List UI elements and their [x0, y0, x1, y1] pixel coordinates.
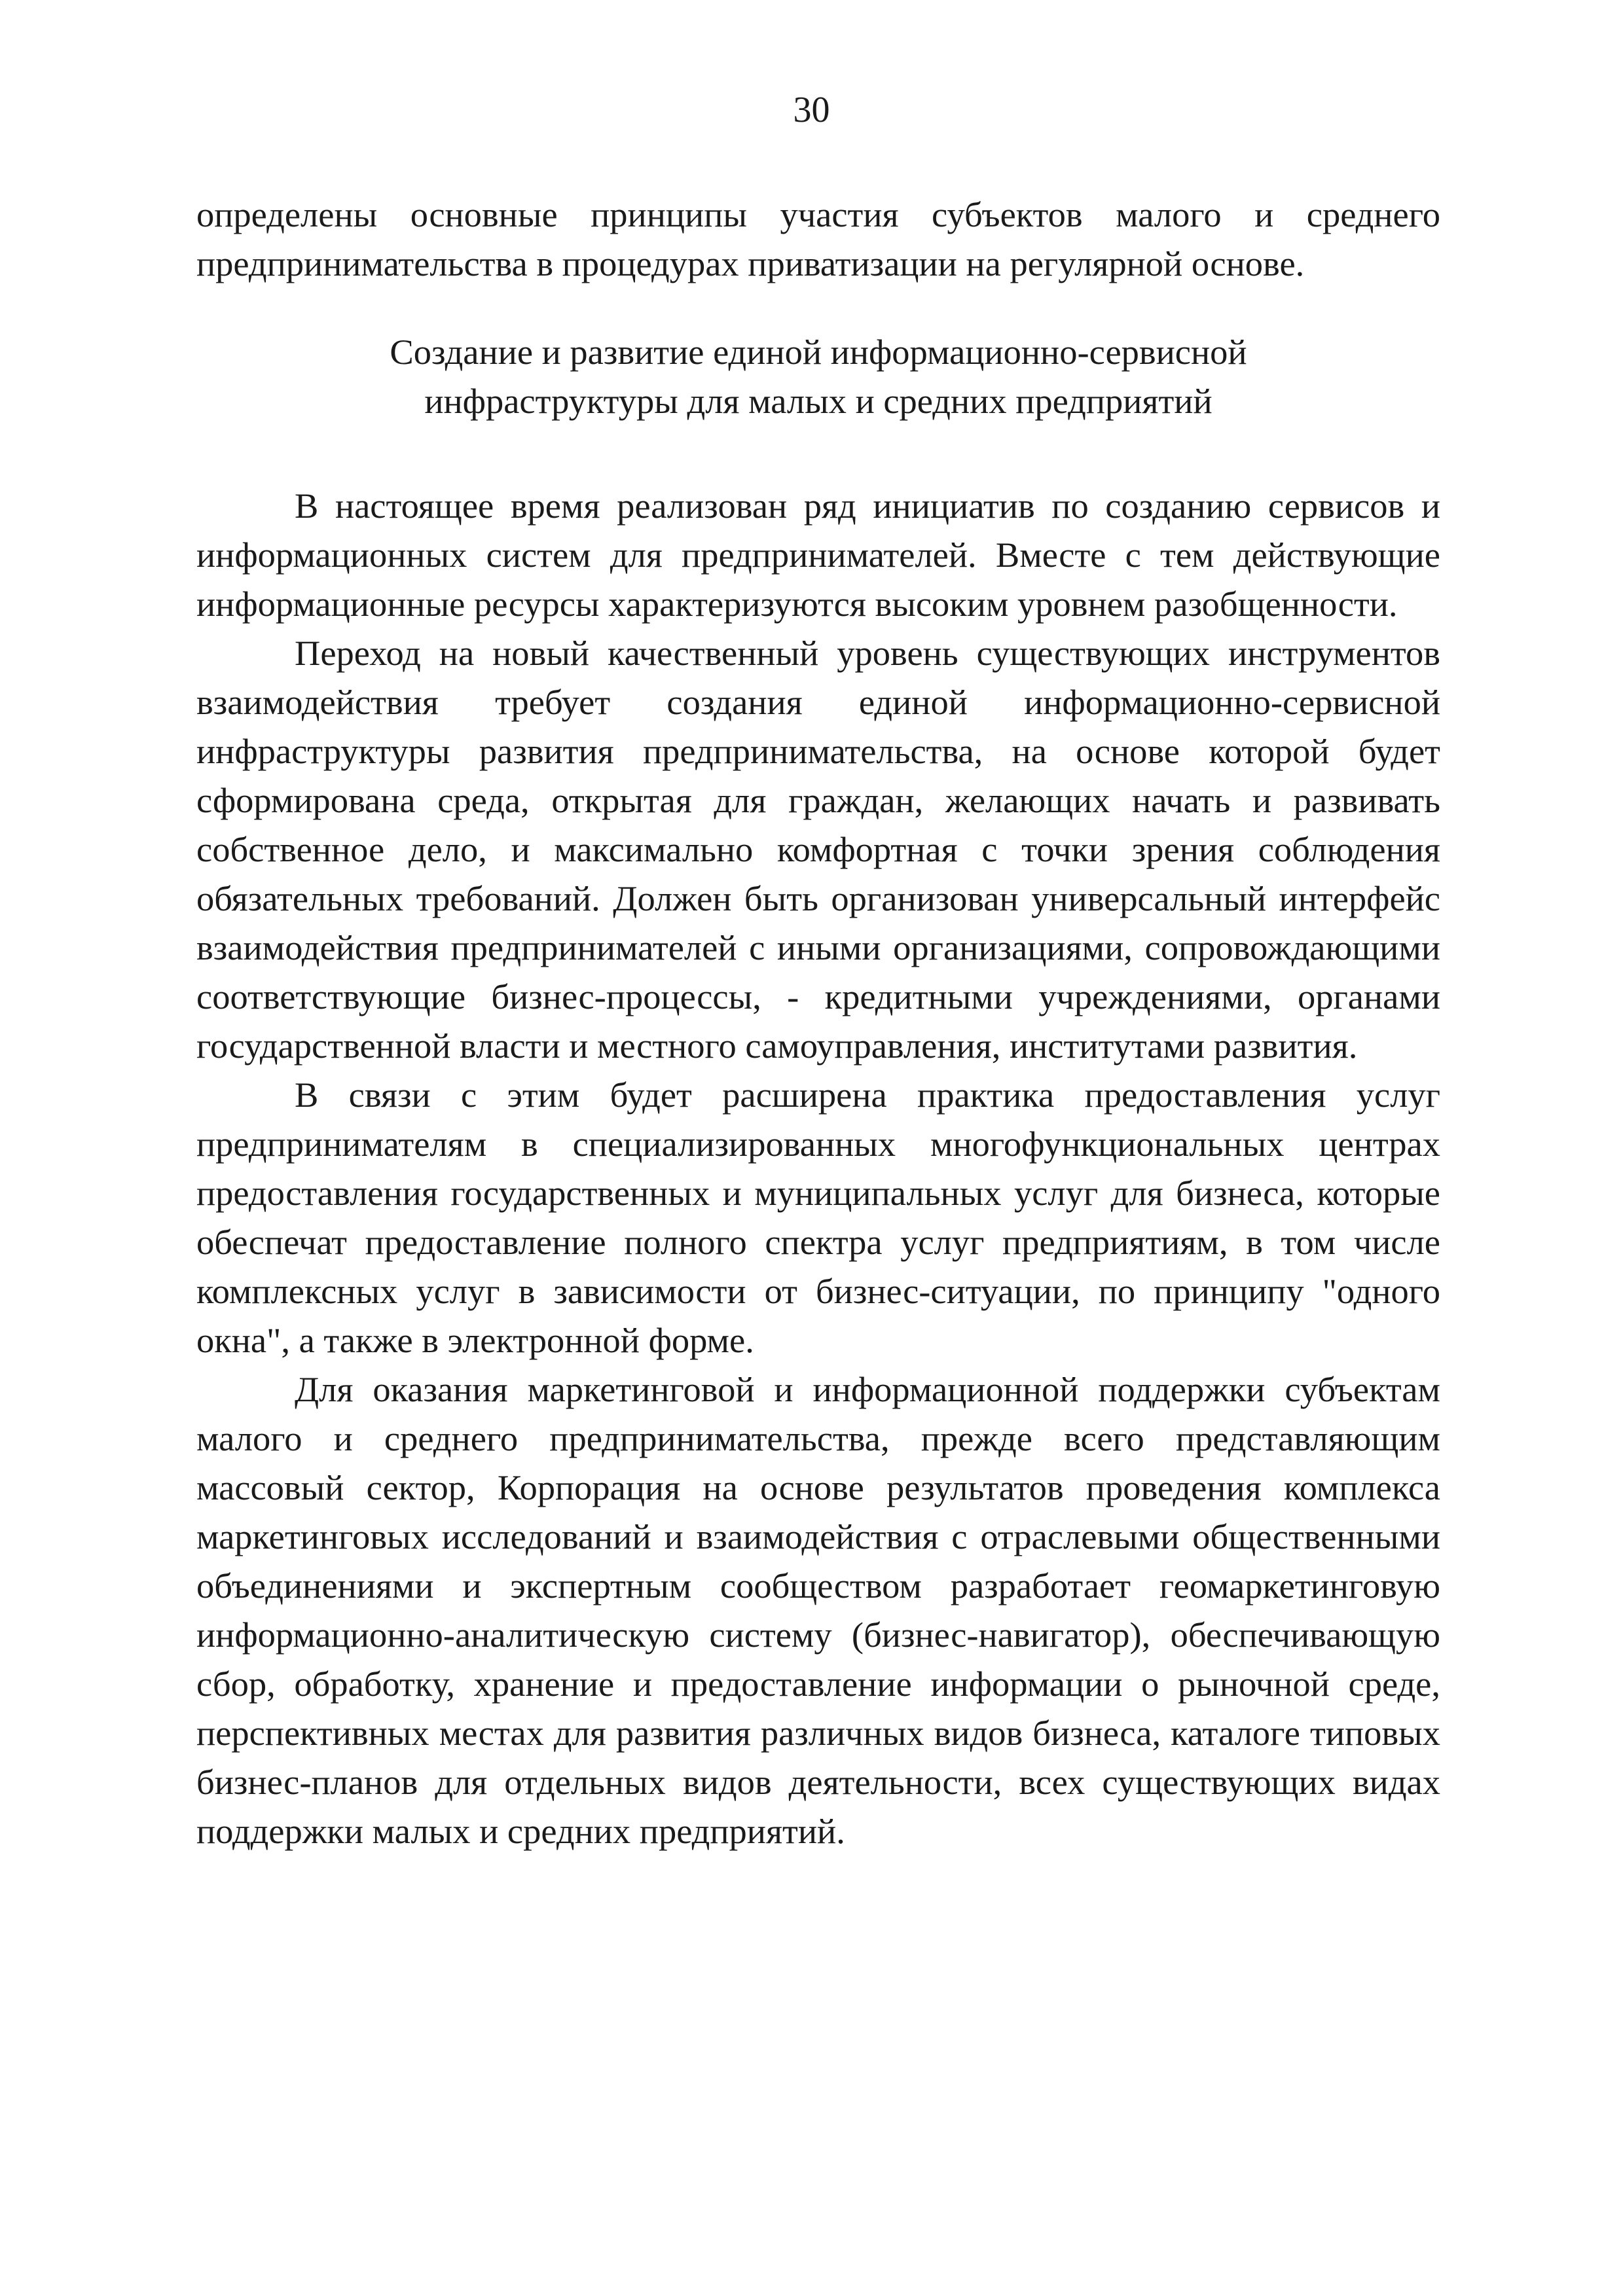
paragraph-1: В настоящее время реализован ряд инициатив по созданию сервисов и информационных систем для предпринимателей. Вместе с тем действующие информационные ресурсы характеризуются высоким уровнем разобщенности. [196, 486, 1440, 624]
lead-paragraph: определены основные принципы участия субъектов малого и среднего предпринимательства в процедурах приватизации на регулярной основе. [196, 194, 1440, 283]
paragraph-3: В связи с этим будет расширена практика предоставления услуг предпринимателям в специализированных многофункциональных центрах предоставления государственных и муниципальных услуг для бизнеса, которые обеспечат предоставление полного спектра услуг предприятиям, в том числе комплексных услуг в зависимости от бизнес-ситуации, по принципу "одного окна", а также в электронной форме. [196, 1075, 1440, 1360]
paragraph-4: Для оказания маркетинговой и информационной поддержки субъектам малого и среднего предпринимательства, прежде всего представляющим массовый сектор, Корпорация на основе результатов проведения комплекса маркетинговых исследований и взаимодействия с отраслевыми общественными объединениями и экспертным сообществом разработает геомаркетинговую информационно-аналитическую систему (бизнес-навигатор), обеспечивающую сбор, обработку, хранение и предоставление информации о рыночной среде, перспективных местах для развития различных видов бизнеса, каталоге типовых бизнес-планов для отдельных видов деятельности, всех существующих видах поддержки малых и средних предприятий. [196, 1369, 1440, 1851]
section-heading-line-2: инфраструктуры для малых и средних предприятий [424, 381, 1213, 421]
paragraph-2: Переход на новый качественный уровень существующих инструментов взаимодействия требует создания единой информационно-сервисной инфраструктуры развития предпринимательства, на основе которой будет сформирована среда, открытая для граждан, желающих начать и развивать собственное дело, и максимально комфортная с точки зрения соблюдения обязательных требований. Должен быть организован универсальный интерфейс взаимодействия предпринимателей с иными организациями, сопровождающими соответствующие бизнес-процессы, - кредитными учреждениями, органами государственной власти и местного самоуправления, институтами развития. [196, 633, 1440, 1066]
section-heading [196, 327, 1440, 425]
page-content [196, 190, 1440, 1856]
page-number: 30 [793, 90, 830, 130]
section-heading-line-1: Создание и развитие единой информационно-сервисной [390, 332, 1247, 372]
